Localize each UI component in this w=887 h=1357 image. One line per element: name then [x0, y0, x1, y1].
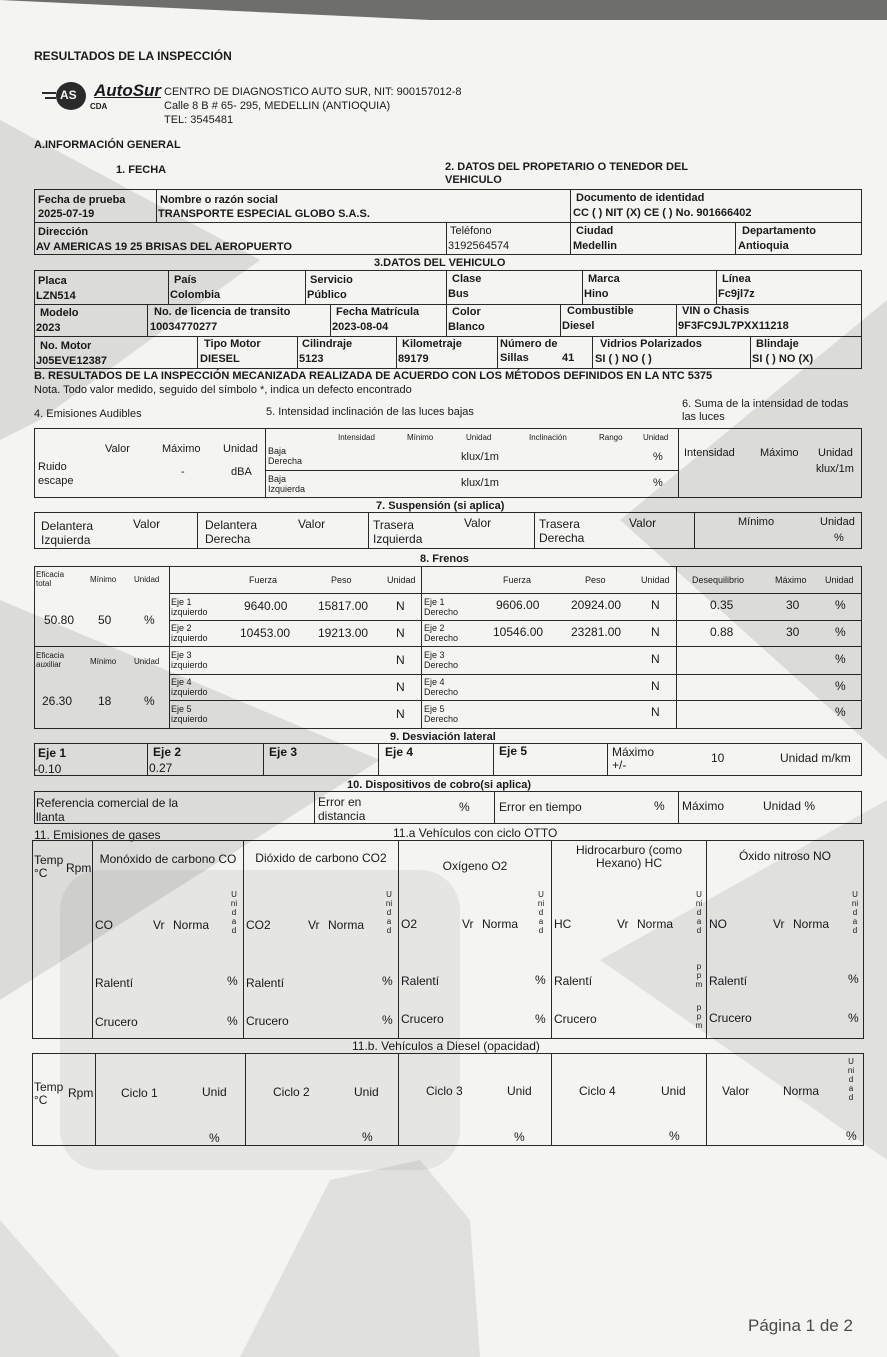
servicio-value: Público	[307, 289, 347, 301]
nombre-value: TRANSPORTE ESPECIAL GLOBO S.A.S.	[158, 208, 370, 220]
ruido-escape-label: Ruido escape	[38, 461, 74, 487]
del-der-valor: Valor	[298, 517, 326, 531]
modelo-value: 2023	[36, 322, 61, 334]
vidrios-label: Vidrios Polarizados	[600, 338, 702, 350]
frenos-row-1-left-label: Eje 1 izquierdo	[171, 597, 208, 617]
hc-crucero-ppm: ppm	[695, 1003, 703, 1030]
eficacia-total-unidad-header: Unidad	[134, 575, 160, 584]
frenos-unidad-des-header: Unidad	[825, 575, 854, 585]
documento-value: CC ( ) NIT (X) CE ( ) No. 901666402	[573, 207, 752, 219]
motor-value: J05EVE12387	[36, 355, 107, 367]
suma-unit-value: klux/1m	[816, 463, 854, 475]
clase-label: Clase	[452, 273, 482, 285]
frenos-row-1-desequilibrio: 0.35	[710, 598, 734, 612]
cilindraje-value: 5123	[299, 353, 324, 365]
no-crucero-label: Crucero	[709, 1011, 752, 1025]
center-line-2: Calle 8 B # 65- 295, MEDELLIN (ANTIOQUIA)	[164, 100, 391, 112]
suma-heading: 6. Suma de la intensidad de todas las luces	[682, 398, 849, 423]
eficacia-total-minimo-header: Mínimo	[90, 575, 117, 584]
cobro-tiempo-pct: %	[654, 799, 665, 813]
baja-izquierda-label: Baja Izquierda	[268, 474, 306, 494]
frenos-row-2-unit: %	[835, 625, 846, 639]
hc-vr-label: Vr	[617, 917, 629, 931]
diesel-ciclo3-label: Ciclo 3	[426, 1084, 463, 1098]
co2-crucero-pct: %	[382, 1013, 393, 1027]
co-unidad-vertical: Unidad	[230, 890, 238, 935]
center-line-1: CENTRO DE DIAGNOSTICO AUTO SUR, NIT: 900157012-8	[164, 86, 462, 98]
frenos-row-2-left-label: Eje 2 izquierdo	[171, 623, 208, 643]
frenos-row-2-right-fuerza: 10546.00	[493, 625, 544, 639]
luces-inclinacion-header: Inclinación	[529, 433, 567, 442]
frenos-row-3-unit: %	[835, 652, 846, 666]
ciudad-label: Ciudad	[576, 225, 614, 237]
luces-heading: 5. Intensidad inclinación de las luces bajas	[266, 406, 474, 418]
servicio-label: Servicio	[310, 274, 353, 286]
cobro-unidad: Unidad %	[763, 799, 816, 813]
diesel-rpm-label: Rpm	[68, 1086, 94, 1100]
otto-heading: 11.a Vehículos con ciclo OTTO	[393, 826, 558, 840]
eficacia-aux-unit: %	[144, 694, 155, 708]
co-norma-label: Norma	[173, 918, 210, 932]
delantera-izquierda-label: Delantera Izquierda	[41, 519, 94, 547]
baja-izquierda-pct: %	[653, 477, 663, 489]
no-title: Óxido nitroso NO	[738, 849, 832, 863]
eficacia-aux-minimo-header: Mínimo	[90, 657, 117, 666]
no-ralenti-pct: %	[848, 972, 859, 986]
baja-derecha-pct: %	[653, 451, 663, 463]
frenos-desequilibrio-header: Desequilibrio	[692, 575, 745, 585]
page-number: Página 1 de 2	[748, 1316, 853, 1335]
diesel-ciclo3-unid: Unid	[507, 1084, 532, 1098]
desviacion-eje3-label: Eje 3	[269, 745, 298, 759]
ruido-max-value: -	[181, 466, 185, 478]
hc-title: Hidrocarburo (como Hexano) HC	[575, 843, 683, 870]
desviacion-eje1-value: -0.10	[34, 762, 62, 776]
no-ralenti-label: Ralentí	[709, 974, 748, 988]
frenos-row-3-right-label: Eje 3 Derecho	[424, 650, 459, 670]
frenos-row-2-right-unit: N	[651, 625, 660, 639]
placa-label: Placa	[38, 275, 67, 287]
co-crucero-pct: %	[227, 1014, 238, 1028]
telefono-value: 3192564574	[448, 240, 510, 252]
sillas-label: Número de Sillas	[500, 338, 558, 364]
frenos-row-2-left-unit: N	[396, 626, 405, 640]
frenos-row-1-right-unit: N	[651, 598, 660, 612]
hc-ralenti-ppm: ppm	[695, 962, 703, 989]
desviacion-eje5-label: Eje 5	[499, 744, 528, 758]
color-label: Color	[452, 306, 481, 318]
emissions-lights-table	[34, 428, 862, 498]
frenos-row-2-right-peso: 23281.00	[571, 625, 622, 639]
frenos-row-4-unit: %	[835, 679, 846, 693]
desviacion-eje1-label: Eje 1	[38, 746, 67, 760]
tra-der-valor: Valor	[629, 516, 657, 530]
linea-value: Fc9jl7z	[718, 288, 755, 300]
suspension-heading: 7. Suspensión (si aplica)	[376, 500, 505, 512]
vin-label: VIN o Chasis	[682, 305, 750, 317]
desviacion-eje2-value: 0.27	[149, 761, 173, 775]
o2-title: Oxígeno O2	[442, 859, 508, 873]
del-izq-valor: Valor	[133, 517, 161, 531]
logo-wordmark: AutoSur	[94, 81, 162, 100]
luces-unidad-header: Unidad	[466, 433, 492, 442]
diesel-ciclo4-pct: %	[669, 1129, 680, 1143]
marca-label: Marca	[588, 273, 620, 285]
ruido-valor-header: Valor	[105, 443, 130, 455]
eficacia-total-value: 50.80	[44, 613, 75, 627]
cobro-distancia-pct: %	[459, 800, 470, 814]
co-title: Monóxido de carbono CO	[99, 852, 237, 866]
suma-unidad-header: Unidad	[818, 447, 853, 459]
departamento-value: Antioquia	[738, 240, 789, 252]
motor-label: No. Motor	[40, 340, 92, 352]
frenos-row-2-maximo: 30	[786, 625, 800, 639]
kilometraje-label: Kilometraje	[402, 338, 462, 350]
eficacia-total-label: Eficacia total	[36, 570, 65, 588]
fecha-matricula-label: Fecha Matrícula	[336, 306, 420, 318]
frenos-row-1-unit: %	[835, 598, 846, 612]
diesel-ciclo1-label: Ciclo 1	[121, 1086, 158, 1100]
diesel-ciclo1-pct: %	[209, 1131, 220, 1145]
no-unidad-vertical: Unidad	[851, 890, 859, 935]
vin-value: 9F3FC9JL7PXX11218	[678, 320, 789, 332]
frenos-row-2-right-label: Eje 2 Derecho	[424, 623, 459, 643]
no-vr-label: Vr	[773, 917, 785, 931]
co2-norma-label: Norma	[328, 918, 365, 932]
cobro-error-distancia-label: Error en distancia	[318, 795, 366, 823]
frenos-row-4-right-unit: N	[651, 679, 660, 693]
modelo-label: Modelo	[40, 307, 79, 319]
center-line-3: TEL: 3545481	[164, 114, 234, 126]
diesel-ciclo2-label: Ciclo 2	[273, 1085, 310, 1099]
o2-unidad-vertical: Unidad	[537, 890, 545, 935]
report-title: RESULTADOS DE LA INSPECCIÓN	[34, 49, 232, 63]
o2-crucero-pct: %	[535, 1012, 546, 1026]
delantera-derecha-label: Delantera Derecha	[205, 518, 258, 546]
trasera-derecha-label: Trasera Derecha	[539, 517, 585, 545]
otto-rpm-label: Rpm	[66, 861, 92, 875]
ruido-unit-value: dBA	[231, 466, 252, 478]
nombre-label: Nombre o razón social	[160, 194, 278, 206]
fecha-heading: 1. FECHA	[116, 164, 167, 176]
no-crucero-pct: %	[848, 1011, 859, 1025]
emisiones-audibles-heading: 4. Emisiones Audibles	[34, 408, 142, 420]
frenos-row-1-left-peso: 15817.00	[318, 599, 369, 613]
co-ralenti-label: Ralentí	[95, 976, 134, 990]
frenos-row-1-right-fuerza: 9606.00	[496, 598, 540, 612]
gases-heading: 11. Emisiones de gases	[34, 828, 161, 842]
departamento-label: Departamento	[742, 225, 816, 237]
frenos-row-1-right-label: Eje 1 Derecho	[424, 597, 459, 617]
co2-ralenti-pct: %	[382, 974, 393, 988]
frenos-unidad-left-header: Unidad	[387, 575, 416, 585]
diesel-temp-label: Temp °C	[34, 1080, 64, 1107]
documento-label: Documento de identidad	[576, 192, 705, 204]
frenos-row-1-right-peso: 20924.00	[571, 598, 622, 612]
frenos-row-3-right-unit: N	[651, 652, 660, 666]
diesel-ciclo4-unid: Unid	[661, 1084, 686, 1098]
frenos-fuerza-left-header: Fuerza	[249, 575, 278, 585]
trasera-izquierda-label: Trasera Izquierda	[373, 518, 423, 546]
co-col-label: CO	[95, 918, 113, 932]
marca-value: Hino	[584, 288, 609, 300]
logo-sub: CDA	[90, 102, 108, 111]
frenos-row-5-left-label: Eje 5 izquierdo	[171, 704, 208, 724]
diesel-unidad-vertical: Unidad	[847, 1057, 855, 1102]
vidrios-value: SI ( ) NO ( )	[595, 353, 652, 365]
fecha-prueba-label: Fecha de prueba	[38, 194, 126, 206]
desviacion-unidad: Unidad m/km	[780, 751, 851, 765]
eficacia-auxiliar-label: Eficacia auxiliar	[36, 651, 65, 669]
frenos-row-3-left-unit: N	[396, 653, 405, 667]
baja-derecha-unit: klux/1m	[461, 451, 499, 463]
tipo-motor-label: Tipo Motor	[204, 338, 261, 350]
eficacia-total-unit: %	[144, 613, 155, 627]
diesel-heading: 11.b. Vehículos a Diesel (opacidad)	[352, 1039, 540, 1053]
hc-ralenti-label: Ralentí	[554, 974, 593, 988]
diesel-unidad-pct: %	[846, 1129, 857, 1143]
autosur-logo	[42, 80, 160, 112]
diesel-valor-label: Valor	[722, 1084, 750, 1098]
logo-badge: AS	[60, 88, 77, 102]
desviacion-heading: 9. Desviación lateral	[390, 731, 496, 743]
linea-label: Línea	[722, 273, 751, 285]
eficacia-aux-unidad-header: Unidad	[134, 657, 160, 666]
baja-derecha-label: Baja Derecha	[268, 446, 303, 466]
vehiculo-heading: 3.DATOS DEL VEHICULO	[374, 257, 506, 269]
combustible-label: Combustible	[567, 305, 634, 317]
frenos-fuerza-right-header: Fuerza	[503, 575, 532, 585]
frenos-row-3-left-label: Eje 3 izquierdo	[171, 650, 208, 670]
frenos-row-5-right-label: Eje 5 Derecho	[424, 704, 459, 724]
suspension-pct: %	[834, 532, 844, 544]
section-b-title: B. RESULTADOS DE LA INSPECCIÓN MECANIZADA REALIZADA DE ACUERDO CON LOS MÉTODOS DEFINIDOS EN LA NTC 5375	[34, 370, 713, 382]
frenos-row-2-left-fuerza: 10453.00	[240, 626, 291, 640]
section-b-note: Nota. Todo valor medido, seguido del símbolo *, indica un defecto encontrado	[34, 384, 412, 396]
clase-value: Bus	[448, 288, 469, 300]
desviacion-max-value: 10	[711, 751, 725, 765]
eficacia-aux-value: 26.30	[42, 694, 73, 708]
direccion-label: Dirección	[38, 226, 89, 238]
frenos-peso-left-header: Peso	[331, 575, 352, 585]
cobro-maximo: Máximo	[682, 799, 725, 813]
blindaje-value: SI ( ) NO (X)	[752, 353, 814, 365]
co2-title: Dióxido de carbono CO2	[255, 851, 387, 865]
frenos-row-1-left-fuerza: 9640.00	[244, 599, 288, 613]
desviacion-eje2-label: Eje 2	[153, 745, 182, 759]
co2-ralenti-label: Ralentí	[246, 976, 285, 990]
o2-col-label: O2	[401, 917, 418, 931]
hc-unidad-vertical: Unidad	[695, 890, 703, 935]
eficacia-aux-min: 18	[98, 694, 112, 708]
fecha-prueba-value: 2025-07-19	[38, 208, 95, 220]
desviacion-eje4-label: Eje 4	[385, 745, 414, 759]
hc-norma-label: Norma	[637, 917, 674, 931]
placa-value: LZN514	[36, 290, 76, 302]
co2-crucero-label: Crucero	[246, 1014, 289, 1028]
licencia-value: 10034770277	[150, 321, 218, 333]
color-value: Blanco	[448, 321, 485, 333]
sillas-value: 41	[562, 352, 575, 364]
no-col-label: NO	[709, 917, 727, 931]
co2-vr-label: Vr	[308, 918, 320, 932]
o2-vr-label: Vr	[462, 917, 474, 931]
diesel-ciclo2-pct: %	[362, 1130, 373, 1144]
cobro-referencia-label: Referencia comercial de la llanta	[36, 796, 179, 824]
co-ralenti-pct: %	[227, 974, 238, 988]
direccion-value: AV AMERICAS 19 25 BRISAS DEL AEROPUERTO	[36, 241, 292, 253]
eficacia-total-min: 50	[98, 613, 112, 627]
luces-minimo-header: Mínimo	[407, 433, 434, 442]
combustible-value: Diesel	[562, 320, 595, 332]
baja-izquierda-unit: klux/1m	[461, 477, 499, 489]
suma-intensidad-header: Intensidad	[684, 447, 735, 459]
o2-ralenti-label: Ralentí	[401, 974, 440, 988]
frenos-unidad-right-header: Unidad	[641, 575, 670, 585]
frenos-heading: 8. Frenos	[420, 553, 469, 565]
frenos-peso-right-header: Peso	[585, 575, 606, 585]
fecha-matricula-value: 2023-08-04	[332, 321, 389, 333]
diesel-ciclo2-unid: Unid	[354, 1085, 379, 1099]
no-norma-label: Norma	[793, 917, 830, 931]
o2-crucero-label: Crucero	[401, 1012, 444, 1026]
frenos-row-1-left-unit: N	[396, 599, 405, 613]
diesel-ciclo1-unid: Unid	[202, 1085, 227, 1099]
o2-ralenti-pct: %	[535, 973, 546, 987]
ciudad-value: Medellin	[573, 240, 618, 252]
frenos-row-2-desequilibrio: 0.88	[710, 625, 734, 639]
frenos-row-5-right-unit: N	[651, 705, 660, 719]
cilindraje-label: Cilindraje	[302, 338, 353, 350]
co2-col-label: CO2	[246, 918, 271, 932]
suma-maximo-header: Máximo	[760, 447, 799, 459]
tipo-motor-value: DIESEL	[200, 353, 240, 365]
ruido-unidad-header: Unidad	[223, 443, 258, 455]
hc-crucero-label: Crucero	[554, 1012, 597, 1026]
luces-rango-header: Rango	[599, 433, 623, 442]
cobro-error-tiempo-label: Error en tiempo	[499, 800, 582, 814]
blindaje-label: Blindaje	[756, 338, 799, 350]
tra-izq-valor: Valor	[464, 516, 492, 530]
suspension-unidad: Unidad	[820, 516, 855, 528]
diesel-norma-label: Norma	[783, 1084, 820, 1098]
licencia-label: No. de licencia de transito	[154, 306, 291, 318]
frenos-row-5-left-unit: N	[396, 707, 405, 721]
diesel-ciclo3-pct: %	[514, 1130, 525, 1144]
luces-intensidad-header: Intensidad	[338, 433, 375, 442]
section-a-title: A.INFORMACIÓN GENERAL	[34, 139, 181, 151]
frenos-row-4-left-unit: N	[396, 680, 405, 694]
pais-value: Colombia	[170, 289, 221, 301]
otto-temp-label: Temp °C	[34, 853, 64, 880]
ruido-maximo-header: Máximo	[162, 443, 201, 455]
hc-col-label: HC	[554, 917, 572, 931]
telefono-label: Teléfono	[450, 225, 492, 237]
frenos-row-5-unit: %	[835, 705, 846, 719]
suspension-minimo: Mínimo	[738, 516, 775, 528]
frenos-row-4-right-label: Eje 4 Derecho	[424, 677, 459, 697]
frenos-row-1-maximo: 30	[786, 598, 800, 612]
desviacion-maximo-label: Máximo +/-	[612, 745, 655, 772]
co2-unidad-vertical: Unidad	[385, 890, 393, 935]
pais-label: País	[174, 274, 197, 286]
co-vr-label: Vr	[153, 918, 165, 932]
frenos-maximo-header: Máximo	[775, 575, 807, 585]
frenos-row-4-left-label: Eje 4 izquierdo	[171, 677, 208, 697]
luces-unidad2-header: Unidad	[643, 433, 669, 442]
cobro-heading: 10. Dispositivos de cobro(si aplica)	[347, 779, 531, 791]
owner-heading: 2. DATOS DEL PROPETARIO O TENEDOR DEL VEHICULO	[445, 161, 688, 186]
kilometraje-value: 89179	[398, 353, 429, 365]
co-crucero-label: Crucero	[95, 1015, 138, 1029]
frenos-row-2-left-peso: 19213.00	[318, 626, 369, 640]
o2-norma-label: Norma	[482, 917, 519, 931]
diesel-ciclo4-label: Ciclo 4	[579, 1084, 616, 1098]
